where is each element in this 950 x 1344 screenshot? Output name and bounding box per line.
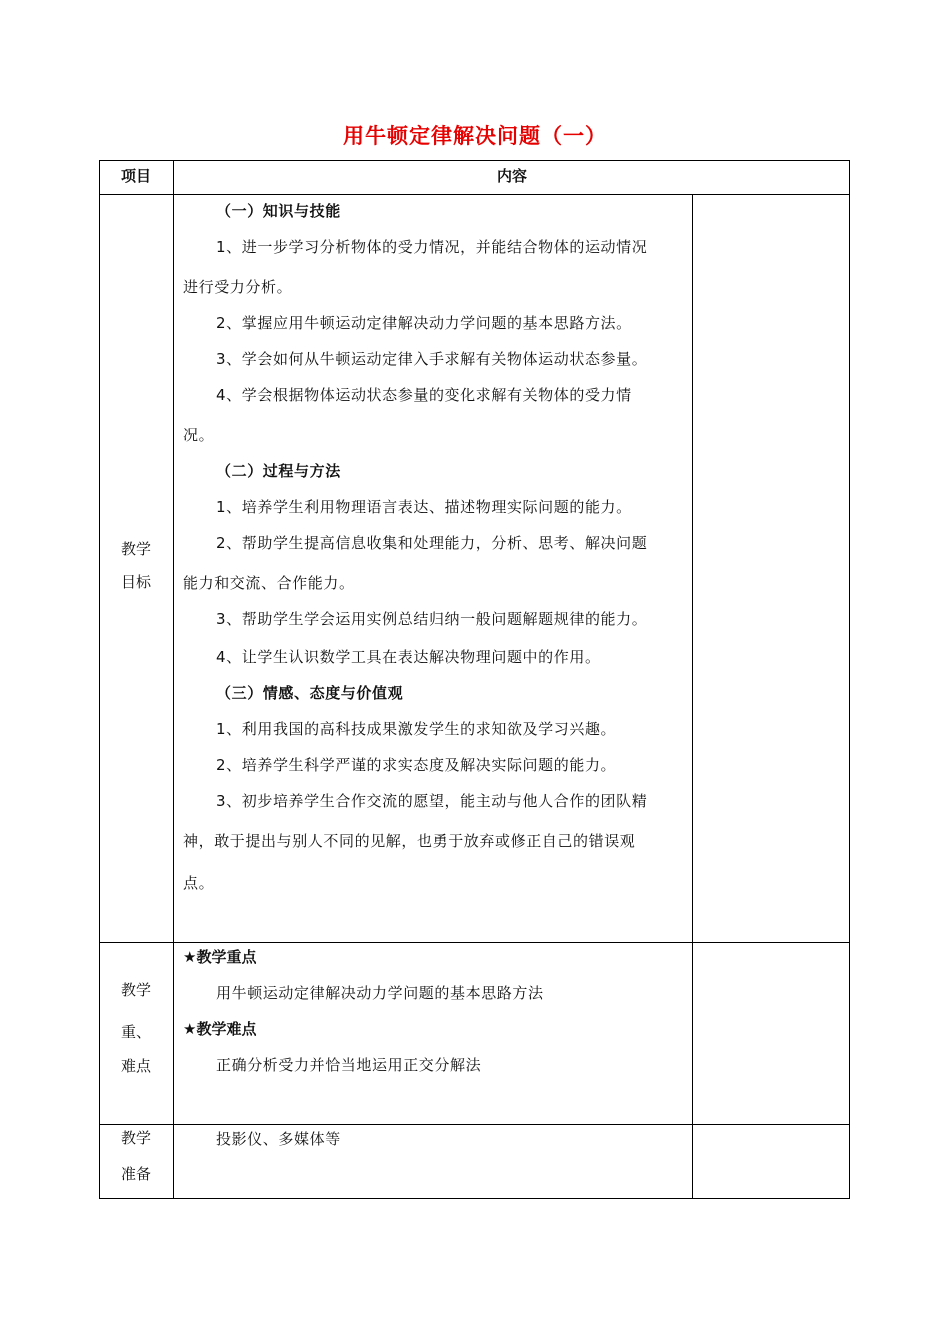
document-title: 用牛顿定律解决问题（一） bbox=[343, 124, 607, 148]
table-border-right bbox=[849, 160, 850, 1199]
table-border-bottom bbox=[99, 1198, 850, 1199]
objective-line: 况。 bbox=[183, 426, 215, 444]
objective-line: 神，敢于提出与别人不同的见解，也勇于放弃或修正自己的错误观 bbox=[183, 832, 636, 850]
objective-line: 3、帮助学生学会运用实例总结归纳一般问题解题规律的能力。 bbox=[216, 610, 648, 628]
objective-line: 2、帮助学生提高信息收集和处理能力，分析、思考、解决问题 bbox=[216, 534, 648, 552]
section-heading-process: （二）过程与方法 bbox=[216, 462, 341, 480]
objective-line: 点。 bbox=[183, 874, 215, 892]
difficulty-heading: ★教学难点 bbox=[183, 1020, 257, 1038]
lesson-table bbox=[99, 160, 850, 1199]
header-content: 内容 bbox=[496, 167, 527, 185]
difficulty-text: 正确分析受力并恰当地运用正交分解法 bbox=[216, 1056, 482, 1074]
section-heading-knowledge: （一）知识与技能 bbox=[216, 202, 341, 220]
objective-line: 1、培养学生利用物理语言表达、描述物理实际问题的能力。 bbox=[216, 498, 632, 516]
objective-line: 2、培养学生科学严谨的求实态度及解决实际问题的能力。 bbox=[216, 756, 617, 774]
section-heading-attitude: （三）情感、态度与价值观 bbox=[216, 684, 404, 702]
preparation-label-line1: 教学 bbox=[120, 1129, 151, 1147]
objectives-label-line2: 目标 bbox=[120, 573, 151, 591]
objective-line: 4、学会根据物体运动状态参量的变化求解有关物体的受力情 bbox=[216, 386, 632, 404]
objective-line: 进行受力分析。 bbox=[183, 278, 293, 296]
table-border-top bbox=[99, 160, 850, 161]
preparation-label-line2: 准备 bbox=[120, 1165, 151, 1183]
objectives-row-divider bbox=[99, 942, 850, 943]
keypoints-label-line2: 重、 bbox=[120, 1023, 151, 1041]
objective-line: 能力和交流、合作能力。 bbox=[183, 574, 355, 592]
keypoints-label-line1: 教学 bbox=[120, 981, 151, 999]
objective-line: 3、初步培养学生合作交流的愿望，能主动与他人合作的团队精 bbox=[216, 792, 648, 810]
keypoints-label-line3: 难点 bbox=[120, 1057, 151, 1075]
focus-heading: ★教学重点 bbox=[183, 948, 257, 966]
objective-line: 2、掌握应用牛顿运动定律解决动力学问题的基本思路方法。 bbox=[216, 314, 632, 332]
preparation-text: 投影仪、多媒体等 bbox=[216, 1130, 341, 1148]
focus-text: 用牛顿运动定律解决动力学问题的基本思路方法 bbox=[216, 984, 544, 1002]
objectives-label-line1: 教学 bbox=[120, 540, 151, 558]
notes-column-divider bbox=[692, 194, 693, 1199]
table-border-left bbox=[99, 160, 100, 1199]
label-column-divider bbox=[173, 160, 174, 1199]
objective-line: 3、学会如何从牛顿运动定律入手求解有关物体运动状态参量。 bbox=[216, 350, 648, 368]
keypoints-row-divider bbox=[99, 1124, 850, 1125]
header-item: 项目 bbox=[120, 167, 151, 185]
objective-line: 1、利用我国的高科技成果激发学生的求知欲及学习兴趣。 bbox=[216, 720, 617, 738]
objective-line: 1、进一步学习分析物体的受力情况，并能结合物体的运动情况 bbox=[216, 238, 648, 256]
objective-line: 4、让学生认识数学工具在表达解决物理问题中的作用。 bbox=[216, 648, 601, 666]
header-row-divider bbox=[99, 194, 850, 195]
